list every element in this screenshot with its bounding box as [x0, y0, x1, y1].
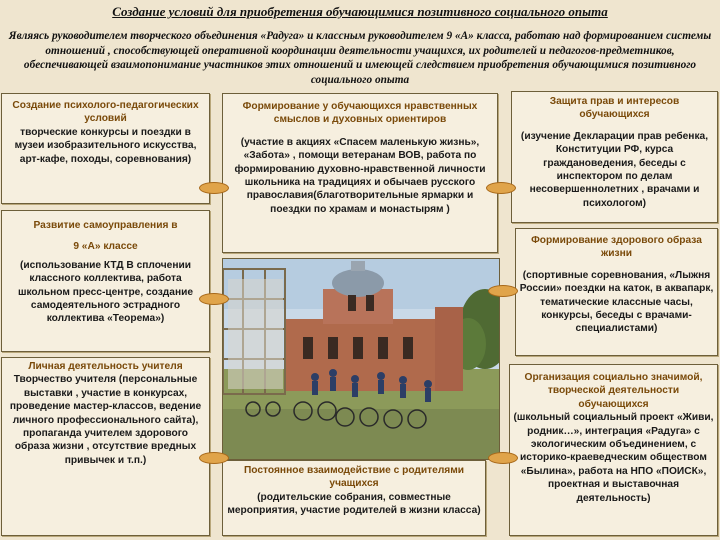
- box-body: (использование КТД В сплочении классного коллектива, работа школьном пресс-центре, создание самодеятельного эстрадного коллектива «Теорема»): [17, 259, 194, 325]
- box-heading: Создание психолого-педагогических условий: [12, 100, 199, 125]
- connector-psych-values: [199, 182, 229, 194]
- box-self-government: [1, 210, 210, 352]
- box-heading: Защита прав и интересов обучающихся: [549, 96, 680, 121]
- connector-values-rights: [486, 182, 516, 194]
- box-heading: Постоянное взаимодействие с родителями учащихся: [243, 465, 465, 490]
- connector-photo-health: [488, 285, 518, 297]
- connector-teacher-photo: [199, 452, 229, 464]
- box-social-activity: [509, 364, 718, 536]
- box-body: Творчество учителя (персональные выставки , участие в конкурсах, проведение мастер-классов, ведение личного профессионального сайта), пропаганда учителем здорового образа жизни , отсутствие вредных привычек и т.п.): [9, 374, 202, 466]
- box-moral-values: [222, 93, 498, 253]
- box-heading: Формирование здорового образа жизни: [531, 235, 702, 260]
- box-body: (спортивные соревнования, «Лыжня России» поездки на каток, в аквапарк, тематические классные часы, конкурсы, беседы с врачами-специалистами): [519, 269, 714, 335]
- intro-paragraph: Являясь руководителем творческого объединения «Радуга» и классным руководителем 9 «А» класса, работаю над формированием системы отношений , способствующей оперативной координации деятельности учащихся, их родителей и педагогов-предметников, обеспечивающей взаимопонимание участников этих отношений и имеющей следствием приобретения обучающимися позитивного социального опыта: [8, 30, 712, 86]
- box-body: творческие конкурсы и поездки в музеи изобразительного искусства, арт-кафе, походы, соревнования): [14, 126, 197, 165]
- box-body: (изучение Декларации прав ребенка, Конституции РФ, курса граждановедения, беседы с инспектором по делам несовершеннолетних , врачами и психологом): [520, 130, 709, 209]
- page-title: Создание условий для приобретения обучающимися позитивного социального опыта: [112, 4, 608, 19]
- box-heading: Формирование у обучающихся нравственных смыслов и духовных ориентиров: [242, 101, 478, 126]
- box-body: (школьный социальный проект «Живи, родник…», интеграция «Радуга» с экологическим объединением, с историко-краеведческим обществом «Былина», работа на НПО «ПОИСК», проектная и выставочная деятельность): [513, 412, 714, 504]
- box-parents-interaction: [222, 460, 486, 536]
- box-heading: Личная деятельность учителя: [28, 361, 183, 372]
- box-body: (родительские собрания, совместные мероприятия, участие родителей в жизни класса): [227, 491, 481, 517]
- photo-illustration: [223, 259, 499, 459]
- box-rights-protection: [511, 91, 718, 223]
- box-healthy-lifestyle: [515, 228, 718, 356]
- box-psychological-conditions: [1, 93, 210, 204]
- church-with-children-photo: [222, 258, 500, 460]
- box-heading: 9 «А» классе: [73, 241, 138, 253]
- box-teacher-activity: [1, 357, 210, 536]
- connector-selfgov-photo: [199, 293, 229, 305]
- box-heading: Развитие самоуправления в: [33, 220, 178, 231]
- connector-photo-social: [488, 452, 518, 464]
- box-body: (участие в акциях «Спасем маленькую жизнь», «Забота» , помощи ветеранам ВОВ, работа по формированию духовно-нравственной личности школьника на традициях и обычаев русского православия(благотворительные ярмарки и поездки по храмам и монастырям ): [234, 136, 486, 215]
- box-heading: Организация социально значимой, творческой деятельности обучающихся: [524, 372, 703, 410]
